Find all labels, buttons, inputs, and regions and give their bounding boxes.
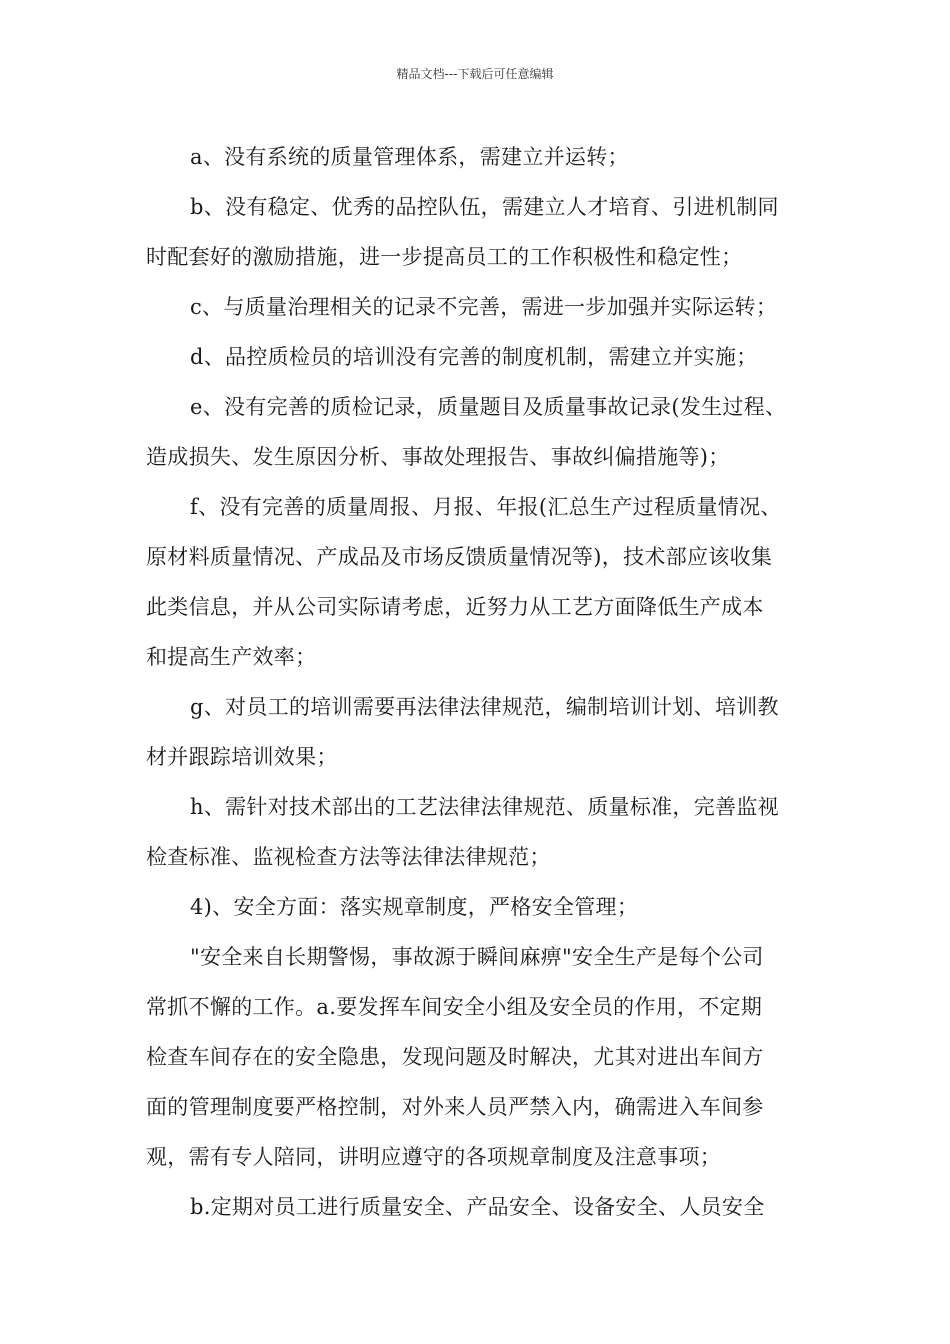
paragraph-c: [146, 282, 810, 332]
paragraph-line: 原材料质量情况、产成品及市场反馈质量情况等)，技术部应该收集: [146, 545, 773, 569]
paragraph-safety: [146, 932, 810, 1182]
paragraph-line: b.定期对员工进行质量安全、产品安全、设备安全、人员安全: [190, 1195, 765, 1219]
paragraph-g: [146, 682, 810, 782]
paragraph-e: [146, 382, 810, 482]
page-header: 精品文档---下载后可任意编辑: [396, 67, 554, 81]
paragraph-f: [146, 482, 810, 682]
paragraph-line: b、没有稳定、优秀的品控队伍，需建立人才培育、引进机制同: [190, 195, 779, 219]
paragraph-b: [146, 182, 810, 282]
paragraph-d: [146, 332, 810, 382]
paragraph-line: 材并跟踪培训效果；: [146, 745, 338, 769]
paragraph-line: d、品控质检员的培训没有完善的制度机制，需建立并实施；: [190, 345, 758, 369]
paragraph-line: 时配套好的激励措施，进一步提高员工的工作积极性和稳定性；: [146, 245, 743, 269]
paragraph-line: "安全来自长期警惕，事故源于瞬间麻痹"安全生产是每个公司: [190, 945, 764, 969]
paragraph-line: g、对员工的培训需要再法律法律规范，编制培训计划、培训教: [190, 695, 779, 719]
paragraph-line: c、与质量治理相关的记录不完善，需进一步加强并实际运转；: [190, 295, 778, 319]
paragraph-line: 此类信息，并从公司实际请考虑，近努力从工艺方面降低生产成本: [146, 595, 764, 619]
paragraph-line: h、需针对技术部出的工艺法律法律规范、质量标准，完善监视: [190, 795, 779, 819]
document-body: [146, 132, 810, 1232]
paragraph-h: [146, 782, 810, 882]
paragraph-safety-b: [146, 1182, 810, 1232]
paragraph-line: 检查车间存在的安全隐患，发现问题及时解决，尤其对进出车间方: [146, 1045, 764, 1069]
paragraph-line: 观，需有专人陪同，讲明应遵守的各项规章制度及注意事项；: [146, 1145, 722, 1169]
paragraph-line: 4)、安全方面：落实规章制度，严格安全管理；: [190, 895, 639, 919]
paragraph-line: 造成损失、发生原因分析、事故处理报告、事故纠偏措施等)；: [146, 445, 730, 469]
paragraph-line: a、没有系统的质量管理体系，需建立并运转；: [190, 145, 629, 169]
section-heading-safety: [146, 882, 810, 932]
paragraph-line: 面的管理制度要严格控制，对外来人员严禁入内，确需进入车间参: [146, 1095, 764, 1119]
paragraph-line: 和提高生产效率；: [146, 645, 317, 669]
paragraph-a: [146, 132, 810, 182]
paragraph-line: e、没有完善的质检记录，质量题目及质量事故记录(发生过程、: [190, 395, 787, 419]
paragraph-line: 常抓不懈的工作。a.要发挥车间安全小组及安全员的作用，不定期: [146, 995, 763, 1019]
paragraph-line: f、没有完善的质量周报、月报、年报(汇总生产过程质量情况、: [190, 495, 782, 519]
paragraph-line: 检查标准、监视检查方法等法律法律规范；: [146, 845, 551, 869]
